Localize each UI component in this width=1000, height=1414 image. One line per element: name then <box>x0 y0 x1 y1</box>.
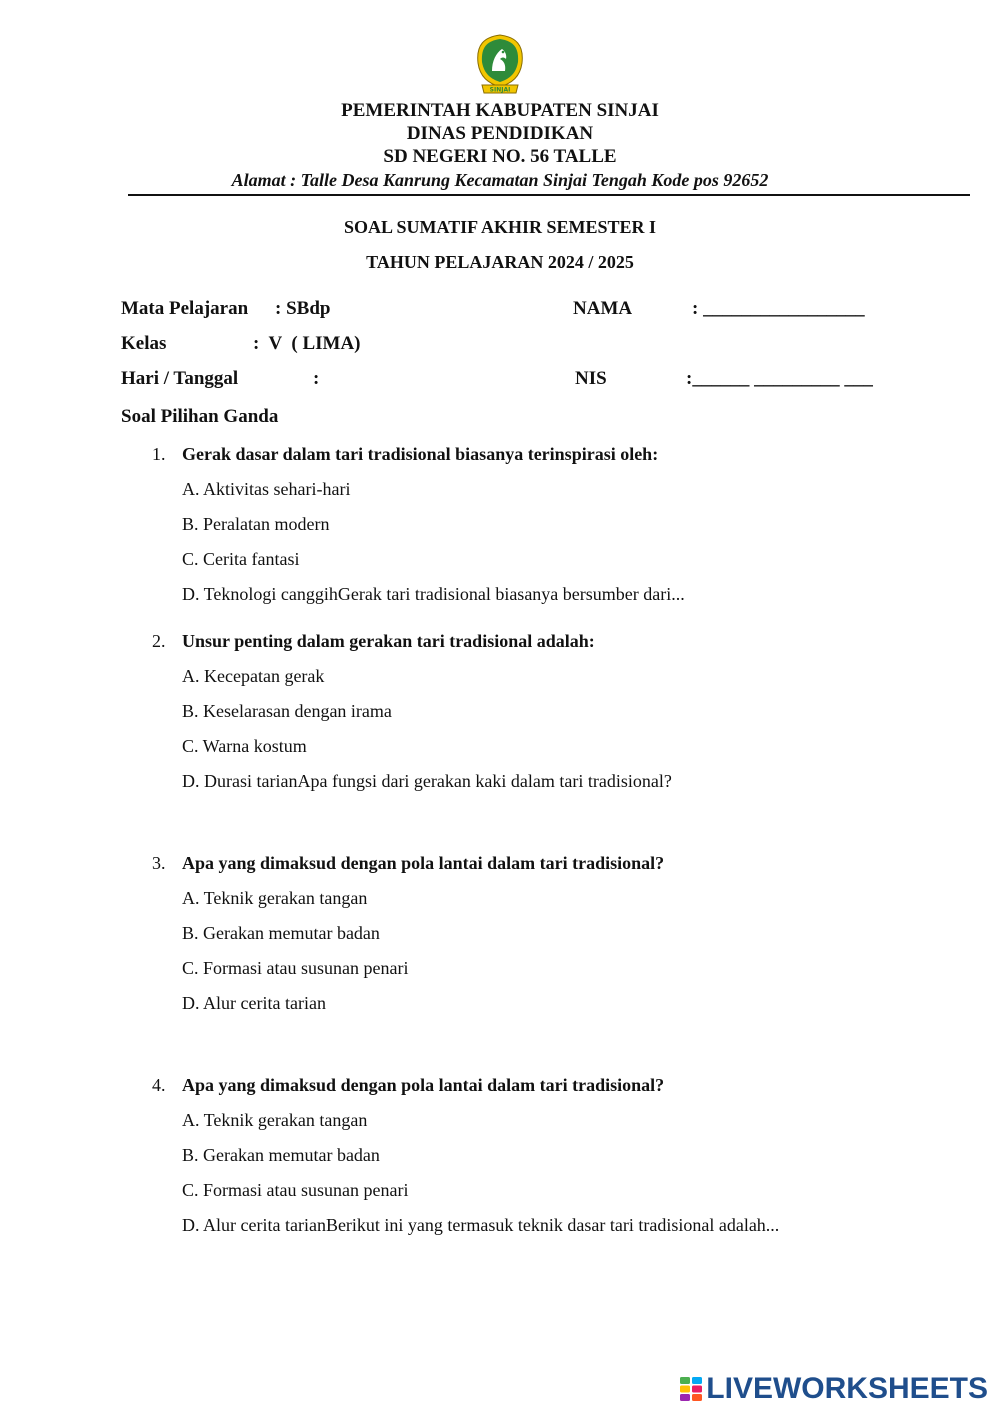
header-address: Alamat : Talle Desa Kanrung Kecamatan Sinjai Tengah Kode pos 92652 <box>231 170 769 190</box>
option-a[interactable]: A. Teknik gerakan tangan <box>182 888 368 908</box>
letterhead-divider <box>128 194 970 196</box>
date-label: Hari / Tanggal <box>121 368 239 389</box>
question-3 <box>0 853 1000 1023</box>
name-label: NAMA <box>573 298 633 319</box>
option-b[interactable]: B. Gerakan memutar badan <box>182 1145 380 1165</box>
option-c[interactable]: C. Cerita fantasi <box>182 549 300 569</box>
option-c[interactable]: C. Warna kostum <box>182 736 307 756</box>
section-title: Soal Pilihan Ganda <box>121 406 279 427</box>
question-number: 1. <box>152 444 166 464</box>
liveworksheets-logo-icon <box>680 1377 702 1401</box>
option-a[interactable]: A. Teknik gerakan tangan <box>182 1110 368 1130</box>
exam-year: TAHUN PELAJARAN 2024 / 2025 <box>366 252 634 272</box>
liveworksheets-brand: LIVEWORKSHEETS <box>706 1372 988 1405</box>
option-d[interactable]: D. Durasi tarianApa fungsi dari gerakan kaki dalam tari tradisional? <box>182 771 672 791</box>
option-a[interactable]: A. Kecepatan gerak <box>182 666 325 686</box>
option-d[interactable]: D. Teknologi canggihGerak tari tradisional biasanya bersumber dari... <box>182 584 685 604</box>
question-number: 2. <box>152 631 166 651</box>
option-b[interactable]: B. Peralatan modern <box>182 514 330 534</box>
option-d[interactable]: D. Alur cerita tarian <box>182 993 326 1013</box>
class-value: : V ( LIMA) <box>253 333 361 354</box>
option-c[interactable]: C. Formasi atau susunan penari <box>182 1180 409 1200</box>
nis-label: NIS <box>575 368 607 389</box>
question-2 <box>0 631 1000 801</box>
name-field[interactable]: : _________________ <box>692 298 865 319</box>
option-c[interactable]: C. Formasi atau susunan penari <box>182 958 409 978</box>
emblem-ribbon-text: SINJAI <box>489 86 511 94</box>
question-number: 4. <box>152 1075 166 1095</box>
class-label: Kelas <box>121 333 167 354</box>
question-4 <box>0 1075 1000 1245</box>
nis-field[interactable]: :______ _________ ___ <box>686 368 873 389</box>
exam-title: SOAL SUMATIF AKHIR SEMESTER I <box>343 217 657 237</box>
question-text: Apa yang dimaksud dengan pola lantai dalam tari tradisional? <box>182 1075 665 1095</box>
liveworksheets-watermark[interactable] <box>680 1372 988 1406</box>
question-1 <box>0 444 1000 614</box>
option-b[interactable]: B. Keselarasan dengan irama <box>182 701 392 721</box>
regency-emblem <box>472 33 528 97</box>
question-text: Unsur penting dalam gerakan tari tradisional adalah: <box>182 631 595 651</box>
question-number: 3. <box>152 853 166 873</box>
option-a[interactable]: A. Aktivitas sehari-hari <box>182 479 351 499</box>
question-text: Gerak dasar dalam tari tradisional biasanya terinspirasi oleh: <box>182 444 659 464</box>
option-b[interactable]: B. Gerakan memutar badan <box>182 923 380 943</box>
subject-label: Mata Pelajaran <box>121 298 249 319</box>
subject-value: : SBdp <box>275 298 331 319</box>
header-school: SD NEGERI NO. 56 TALLE <box>383 146 617 167</box>
date-field[interactable]: : <box>313 368 320 389</box>
header-department: DINAS PENDIDIKAN <box>406 123 594 144</box>
header-government: PEMERINTAH KABUPATEN SINJAI <box>341 100 659 121</box>
question-text: Apa yang dimaksud dengan pola lantai dalam tari tradisional? <box>182 853 665 873</box>
option-d[interactable]: D. Alur cerita tarianBerikut ini yang termasuk teknik dasar tari tradisional adalah... <box>182 1215 780 1235</box>
